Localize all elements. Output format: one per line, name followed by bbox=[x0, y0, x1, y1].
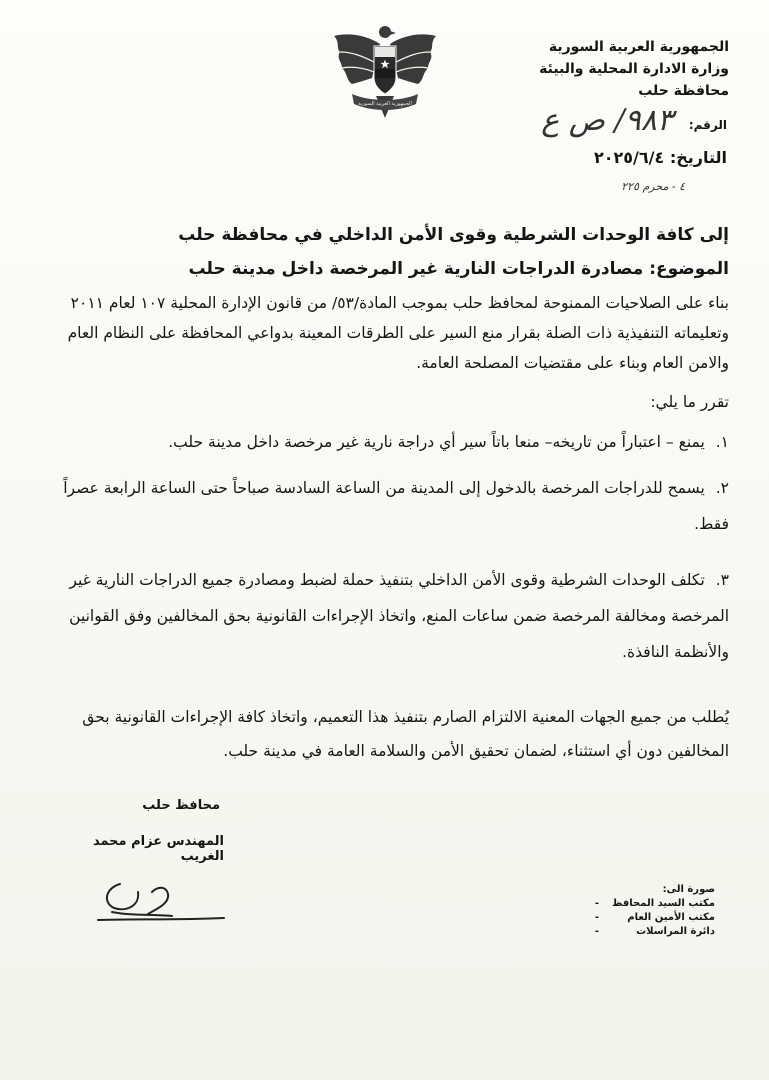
copy-item-label: مكتب السيد المحافظ bbox=[612, 898, 715, 909]
hijri-date: ٤ - محرم ٢٢٥ bbox=[621, 180, 685, 193]
copies-label: صورة الى: bbox=[662, 884, 715, 895]
date-label: التاريخ: bbox=[669, 148, 727, 167]
signatory-name: المهندس عزام محمد الغريب bbox=[92, 834, 224, 864]
item-number: ١. bbox=[715, 433, 729, 451]
letterhead bbox=[529, 36, 729, 102]
item-text: يسمح للدراجات المرخصة بالدخول إلى المدينة من الساعة السادسة صباحاً حتى الساعة الرابعة عصراً فقط. bbox=[63, 479, 729, 533]
letterhead-country: الجمهورية العربية السورية bbox=[548, 39, 729, 55]
letterhead-ministry: وزارة الادارة المحلية والبيئة bbox=[539, 61, 729, 77]
decision-heading: تقرر ما يلي: bbox=[650, 393, 729, 411]
subject-line: الموضوع: مصادرة الدراجات النارية غير المرخصة داخل مدينة حلب bbox=[188, 259, 729, 279]
copy-item-label: دائرة المراسلات bbox=[636, 926, 715, 937]
decision-item bbox=[36, 470, 729, 542]
address-block bbox=[150, 218, 729, 286]
copies-block bbox=[590, 883, 715, 939]
emblem-ribbon-text: الجمهورية العربية السورية bbox=[358, 101, 412, 107]
date-line bbox=[594, 148, 727, 167]
copy-item-label: مكتب الأمين العام bbox=[627, 912, 715, 923]
syrian-eagle-emblem-icon bbox=[330, 22, 440, 124]
ref-number-handwritten: ٩٨٣/ ص ع bbox=[541, 103, 673, 138]
copy-dash: - bbox=[594, 912, 600, 923]
date-value: ٢٠٢٥/٦/٤ bbox=[593, 148, 665, 167]
copy-item bbox=[590, 925, 715, 939]
letterhead-governorate: محافظة حلب bbox=[638, 83, 729, 99]
copy-dash: - bbox=[594, 898, 600, 909]
recipient-line: إلى كافة الوحدات الشرطية وقوى الأمن الداخلي في محافظة حلب bbox=[178, 225, 729, 245]
copy-item bbox=[590, 911, 715, 925]
decision-item bbox=[36, 424, 729, 460]
signatory-title: محافظ حلب bbox=[142, 798, 220, 813]
copy-dash: - bbox=[594, 926, 600, 937]
ref-label: الرقم: bbox=[688, 118, 727, 132]
item-text: يمنع – اعتباراً من تاريخه– منعا باتاً سير أي دراجة نارية غير مرخصة داخل مدينة حلب. bbox=[168, 433, 705, 451]
decision-item bbox=[36, 562, 729, 670]
item-number: ٢. bbox=[715, 479, 729, 497]
closing-paragraph: يُطلب من جميع الجهات المعنية الالتزام الصارم بتنفيذ هذا التعميم، واتخاذ كافة الإجراءات القانونية بحق المخالفين دون أي استثناء، لضمان تحقيق الأمن والسلامة العامة في مدينة حلب. bbox=[82, 708, 729, 760]
copy-item bbox=[590, 897, 715, 911]
intro-paragraph: بناء على الصلاحيات الممنوحة لمحافظ حلب بموجب المادة/٥٣/ من قانون الإدارة المحلية ١٠٧ لعام ٢٠١١ وتعليماته التنفيذية ذات الصلة بقرار منع السير على الطرقات المعينة بدواعي المحافظة على النظام العام والامن العام وبناء على مقتضيات المصلحة العامة. bbox=[67, 294, 729, 372]
item-text: تكلف الوحدات الشرطية وقوى الأمن الداخلي بتنفيذ حملة لضبط ومصادرة جميع الدراجات النارية غير المرخصة ومخالفة المرخصة ضمن ساعات المنع، واتخاذ الإجراءات القانونية بحق المخالفين وفق القوانين والأنظمة النافذة. bbox=[69, 571, 729, 661]
item-number: ٣. bbox=[715, 571, 729, 589]
handwritten-signature-icon bbox=[92, 862, 232, 930]
